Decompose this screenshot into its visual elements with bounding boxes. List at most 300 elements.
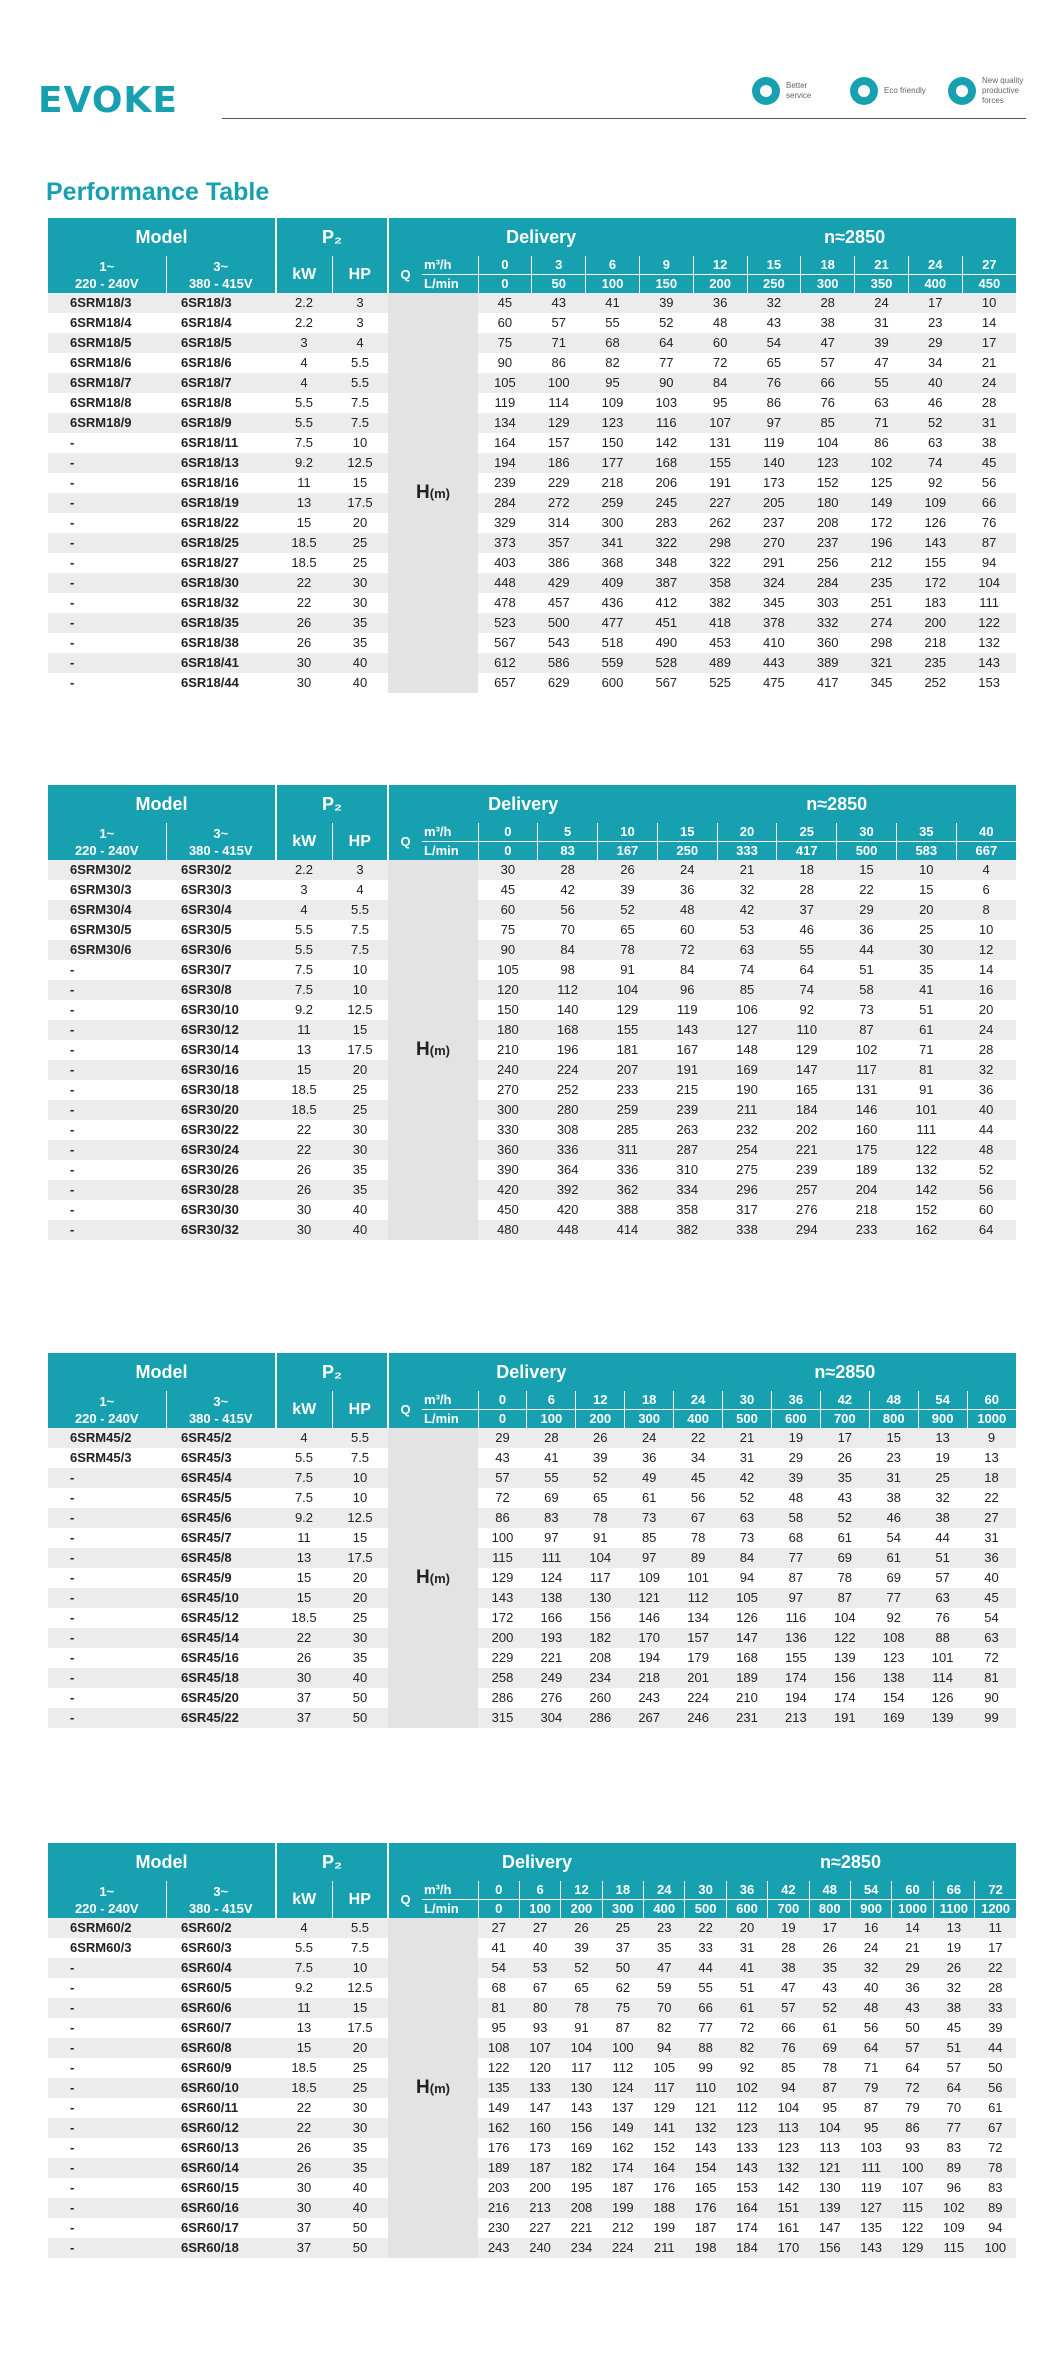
head-value: 136 <box>771 1628 820 1648</box>
head-value: 143 <box>908 533 962 553</box>
unit-m3h: m³/h <box>422 1881 478 1900</box>
kw-value: 37 <box>276 2238 332 2258</box>
head-value: 27 <box>478 1918 519 1938</box>
head-value: 102 <box>837 1040 897 1060</box>
head-value: 87 <box>809 2078 850 2098</box>
kw-value: 13 <box>276 1548 332 1568</box>
head-value: 378 <box>747 613 801 633</box>
single-phase-voltage: 220 - 240V <box>74 1900 139 1916</box>
head-value: 262 <box>693 513 747 533</box>
head-value: 200 <box>478 1628 527 1648</box>
head-value: 60 <box>956 1200 1016 1220</box>
single-phase-model: - <box>48 1548 166 1568</box>
head-value: 52 <box>598 900 658 920</box>
head-value: 19 <box>768 1918 809 1938</box>
head-value: 48 <box>771 1488 820 1508</box>
head-value: 212 <box>602 2218 643 2238</box>
head-value: 72 <box>726 2018 767 2038</box>
head-value: 285 <box>598 1120 658 1140</box>
single-phase-model: - <box>48 1140 166 1160</box>
head-value: 113 <box>809 2138 850 2158</box>
head-value: 150 <box>586 433 640 453</box>
speed-header: n≈2850 <box>685 1843 1016 1881</box>
head-value: 23 <box>644 1918 685 1938</box>
three-phase-label: 3~ <box>213 1393 229 1409</box>
performance-table <box>48 1353 1016 1728</box>
head-value: 102 <box>933 2198 974 2218</box>
kw-header: kW <box>276 1881 332 1918</box>
head-value: 245 <box>639 493 693 513</box>
three-phase-model: 6SR18/4 <box>166 313 276 333</box>
head-value: 212 <box>855 553 909 573</box>
head-value: 130 <box>809 2178 850 2198</box>
head-value: 119 <box>747 433 801 453</box>
head-value: 72 <box>657 940 717 960</box>
head-value: 141 <box>644 2118 685 2138</box>
kw-value: 11 <box>276 473 332 493</box>
head-value: 147 <box>723 1628 772 1648</box>
table-row <box>48 393 1016 413</box>
head-value: 51 <box>933 2038 974 2058</box>
head-value: 112 <box>602 2058 643 2078</box>
hp-value: 25 <box>332 2078 388 2098</box>
head-label <box>388 293 478 693</box>
head-value: 198 <box>685 2238 726 2258</box>
head-value: 386 <box>532 553 586 573</box>
hp-value: 40 <box>332 653 388 673</box>
head-value: 63 <box>908 433 962 453</box>
head-value: 259 <box>598 1100 658 1120</box>
head-value: 36 <box>657 880 717 900</box>
single-phase-model: - <box>48 2198 166 2218</box>
q-m3h-value: 6 <box>519 1881 560 1900</box>
three-phase-voltage: 380 - 415V <box>188 1900 253 1916</box>
hp-value: 10 <box>332 433 388 453</box>
head-value: 21 <box>717 860 777 880</box>
head-value: 56 <box>962 473 1016 493</box>
head-value: 37 <box>602 1938 643 1958</box>
q-lmin-value: 1200 <box>975 1900 1016 1919</box>
head-value: 123 <box>869 1648 918 1668</box>
q-lmin-value: 300 <box>801 275 855 294</box>
head-value: 140 <box>538 1000 598 1020</box>
head-value: 14 <box>956 960 1016 980</box>
head-value: 57 <box>532 313 586 333</box>
head-value: 187 <box>685 2218 726 2238</box>
head-value: 41 <box>726 1958 767 1978</box>
head-value: 164 <box>644 2158 685 2178</box>
head-value: 291 <box>747 553 801 573</box>
q-m3h-value: 42 <box>820 1391 869 1410</box>
head-value: 54 <box>478 1958 519 1978</box>
head-value: 224 <box>602 2238 643 2258</box>
head-value: 276 <box>527 1688 576 1708</box>
q-lmin-value: 300 <box>625 1410 674 1429</box>
q-lmin-value: 50 <box>532 275 586 294</box>
model-header: Model <box>48 218 276 256</box>
head-value: 122 <box>962 613 1016 633</box>
head-value: 169 <box>869 1708 918 1728</box>
single-phase-model: - <box>48 473 166 493</box>
head-value: 18 <box>777 860 837 880</box>
head-value: 152 <box>896 1200 956 1220</box>
q-lmin-value: 83 <box>538 842 598 861</box>
three-phase-model: 6SR45/10 <box>166 1588 276 1608</box>
head-unit: (m) <box>429 485 450 501</box>
hp-value: 12.5 <box>332 1000 388 1020</box>
q-lmin-value: 800 <box>809 1900 850 1919</box>
head-value: 231 <box>723 1708 772 1728</box>
three-phase-model: 6SR18/3 <box>166 293 276 313</box>
head-value: 303 <box>801 593 855 613</box>
head-value: 324 <box>747 573 801 593</box>
head-value: 119 <box>478 393 532 413</box>
single-phase-model: 6SRM45/3 <box>48 1448 166 1468</box>
three-phase-voltage: 380 - 415V <box>188 1410 253 1426</box>
head-value: 125 <box>855 473 909 493</box>
head-value: 358 <box>657 1200 717 1220</box>
head-value: 21 <box>723 1428 772 1448</box>
table-row <box>48 880 1016 900</box>
head-value: 67 <box>674 1508 723 1528</box>
head-value: 56 <box>850 2018 891 2038</box>
head-value: 26 <box>820 1448 869 1468</box>
hp-value: 3 <box>332 293 388 313</box>
head-value: 147 <box>809 2218 850 2238</box>
table-row <box>48 1528 1016 1548</box>
three-phase-model: 6SR30/30 <box>166 1200 276 1220</box>
head-value: 132 <box>768 2158 809 2178</box>
head-value: 123 <box>586 413 640 433</box>
head-value: 161 <box>768 2218 809 2238</box>
head-value: 388 <box>598 1200 658 1220</box>
single-phase-model: - <box>48 1160 166 1180</box>
head-value: 104 <box>561 2038 602 2058</box>
head-value: 143 <box>657 1020 717 1040</box>
head-value: 39 <box>576 1448 625 1468</box>
three-phase-model: 6SR45/9 <box>166 1568 276 1588</box>
head-value: 39 <box>855 333 909 353</box>
head-value: 62 <box>602 1978 643 1998</box>
head-value: 131 <box>693 433 747 453</box>
head-value: 76 <box>962 513 1016 533</box>
table-row <box>48 940 1016 960</box>
head-value: 246 <box>674 1708 723 1728</box>
three-phase-model: 6SR60/10 <box>166 2078 276 2098</box>
head-value: 74 <box>777 980 837 1000</box>
kw-header: kW <box>276 256 332 293</box>
head-value: 218 <box>908 633 962 653</box>
q-lmin-value: 900 <box>918 1410 967 1429</box>
hp-value: 35 <box>332 1160 388 1180</box>
head-value: 177 <box>586 453 640 473</box>
head-value: 157 <box>532 433 586 453</box>
hp-value: 50 <box>332 2218 388 2238</box>
head-value: 86 <box>892 2118 933 2138</box>
delivery-header: Delivery <box>388 218 693 256</box>
head-value: 58 <box>837 980 897 1000</box>
q-lmin-value: 100 <box>527 1410 576 1429</box>
head-value: 130 <box>561 2078 602 2098</box>
head-value: 77 <box>869 1588 918 1608</box>
head-value: 24 <box>850 1938 891 1958</box>
leaf-icon <box>850 77 878 105</box>
hp-value: 30 <box>332 2118 388 2138</box>
kw-value: 4 <box>276 353 332 373</box>
table-row <box>48 1140 1016 1160</box>
head-value: 84 <box>693 373 747 393</box>
hp-value: 40 <box>332 1668 388 1688</box>
hp-value: 40 <box>332 1200 388 1220</box>
head-value: 284 <box>478 493 532 513</box>
head-value: 57 <box>801 353 855 373</box>
head-value: 194 <box>625 1648 674 1668</box>
single-phase-model: 6SRM18/6 <box>48 353 166 373</box>
head-value: 322 <box>693 553 747 573</box>
kw-value: 4 <box>276 900 332 920</box>
head-value: 45 <box>478 880 538 900</box>
three-phase-model: 6SR30/20 <box>166 1100 276 1120</box>
head-value: 78 <box>820 1568 869 1588</box>
table-row <box>48 2158 1016 2178</box>
head-value: 23 <box>869 1448 918 1468</box>
hp-value: 25 <box>332 553 388 573</box>
three-phase-model: 6SR30/16 <box>166 1060 276 1080</box>
hp-value: 10 <box>332 1488 388 1508</box>
kw-value: 18.5 <box>276 553 332 573</box>
three-phase-model: 6SR45/5 <box>166 1488 276 1508</box>
head-value: 45 <box>933 2018 974 2038</box>
kw-value: 30 <box>276 2178 332 2198</box>
performance-table <box>48 1843 1016 2258</box>
page-header <box>0 0 1060 140</box>
head-value: 567 <box>478 633 532 653</box>
head-value: 237 <box>747 513 801 533</box>
head-value: 21 <box>962 353 1016 373</box>
unit-m3h: m³/h <box>422 823 478 842</box>
head-value: 249 <box>527 1668 576 1688</box>
head-value: 368 <box>586 553 640 573</box>
head-value: 358 <box>693 573 747 593</box>
head-value: 77 <box>639 353 693 373</box>
hp-value: 30 <box>332 1140 388 1160</box>
head-value: 61 <box>625 1488 674 1508</box>
head-value: 168 <box>723 1648 772 1668</box>
three-phase-model: 6SR45/20 <box>166 1688 276 1708</box>
head-value: 52 <box>956 1160 1016 1180</box>
head-value: 24 <box>855 293 909 313</box>
kw-value: 4 <box>276 1428 332 1448</box>
delivery-header: Delivery <box>388 785 657 823</box>
single-phase-model: 6SRM18/8 <box>48 393 166 413</box>
head-value: 146 <box>837 1100 897 1120</box>
person-icon <box>752 77 780 105</box>
q-lmin-value: 333 <box>717 842 777 861</box>
single-phase-model: - <box>48 2058 166 2078</box>
head-value: 35 <box>820 1468 869 1488</box>
hp-header: HP <box>332 256 388 293</box>
head-value: 20 <box>956 1000 1016 1020</box>
single-phase-model: - <box>48 433 166 453</box>
head-value: 63 <box>918 1588 967 1608</box>
head-value: 31 <box>726 1938 767 1958</box>
head-value: 270 <box>478 1080 538 1100</box>
hp-value: 5.5 <box>332 373 388 393</box>
three-phase-model: 6SR18/41 <box>166 653 276 673</box>
head-value: 267 <box>625 1708 674 1728</box>
head-value: 100 <box>892 2158 933 2178</box>
badge-eco <box>850 76 928 106</box>
head-value: 116 <box>639 413 693 433</box>
q-m3h-value: 30 <box>837 823 897 842</box>
head-value: 87 <box>850 2098 891 2118</box>
head-value: 73 <box>837 1000 897 1020</box>
head-value: 44 <box>837 940 897 960</box>
head-value: 129 <box>644 2098 685 2118</box>
hp-value: 5.5 <box>332 353 388 373</box>
head-value: 150 <box>478 1000 538 1020</box>
three-phase-model: 6SR18/32 <box>166 593 276 613</box>
head-value: 270 <box>747 533 801 553</box>
kw-value: 22 <box>276 573 332 593</box>
head-value: 31 <box>723 1448 772 1468</box>
head-value: 176 <box>478 2138 519 2158</box>
hp-value: 4 <box>332 880 388 900</box>
head-value: 82 <box>644 2018 685 2038</box>
head-value: 122 <box>478 2058 519 2078</box>
table-row <box>48 353 1016 373</box>
hp-value: 15 <box>332 473 388 493</box>
head-value: 39 <box>975 2018 1016 2038</box>
head-value: 189 <box>478 2158 519 2178</box>
hp-value: 35 <box>332 1648 388 1668</box>
gear-icon <box>948 77 976 105</box>
head-value: 64 <box>850 2038 891 2058</box>
head-value: 28 <box>975 1978 1016 1998</box>
table-row <box>48 2118 1016 2138</box>
table-row <box>48 920 1016 940</box>
hp-value: 50 <box>332 1688 388 1708</box>
single-phase-model: - <box>48 2118 166 2138</box>
head-value: 36 <box>956 1080 1016 1100</box>
head-value: 48 <box>693 313 747 333</box>
table-row <box>48 1020 1016 1040</box>
head-value: 135 <box>478 2078 519 2098</box>
head-value: 28 <box>527 1428 576 1448</box>
table-row <box>48 1488 1016 1508</box>
three-phase-model: 6SR18/9 <box>166 413 276 433</box>
q-m3h-value: 18 <box>602 1881 643 1900</box>
head-value: 96 <box>933 2178 974 2198</box>
head-value: 38 <box>768 1958 809 1978</box>
q-lmin-value: 0 <box>478 1900 519 1919</box>
head-value: 200 <box>908 613 962 633</box>
head-value: 126 <box>908 513 962 533</box>
head-value: 70 <box>538 920 598 940</box>
three-phase-model: 6SR30/6 <box>166 940 276 960</box>
table-row <box>48 2078 1016 2098</box>
badge-service <box>752 76 830 106</box>
head-value: 45 <box>674 1468 723 1488</box>
head-value: 387 <box>639 573 693 593</box>
head-value: 149 <box>602 2118 643 2138</box>
head-value: 233 <box>837 1220 897 1240</box>
head-value: 477 <box>586 613 640 633</box>
head-value: 33 <box>975 1998 1016 2018</box>
table-row <box>48 533 1016 553</box>
head-value: 120 <box>478 980 538 1000</box>
head-value: 417 <box>801 673 855 693</box>
head-value: 420 <box>538 1200 598 1220</box>
three-phase-model: 6SR60/12 <box>166 2118 276 2138</box>
head-value: 33 <box>685 1938 726 1958</box>
table-row <box>48 1220 1016 1240</box>
head-value: 74 <box>908 453 962 473</box>
three-phase-model: 6SR30/22 <box>166 1120 276 1140</box>
head-value: 71 <box>896 1040 956 1060</box>
head-value: 135 <box>850 2218 891 2238</box>
head-value: 298 <box>693 533 747 553</box>
kw-value: 15 <box>276 1568 332 1588</box>
head-value: 612 <box>478 653 532 673</box>
speed-header: n≈2850 <box>693 218 1016 256</box>
head-value: 213 <box>519 2198 560 2218</box>
head-value: 77 <box>771 1548 820 1568</box>
head-value: 26 <box>933 1958 974 1978</box>
head-value: 29 <box>892 1958 933 1978</box>
head-value: 85 <box>801 413 855 433</box>
hp-value: 12.5 <box>332 453 388 473</box>
q-m3h-value: 3 <box>532 256 586 275</box>
head-value: 341 <box>586 533 640 553</box>
head-value: 51 <box>837 960 897 980</box>
head-value: 275 <box>717 1160 777 1180</box>
head-value: 90 <box>478 353 532 373</box>
head-value: 330 <box>478 1120 538 1140</box>
kw-value: 7.5 <box>276 1468 332 1488</box>
table-row <box>48 653 1016 673</box>
hp-value: 35 <box>332 633 388 653</box>
head-value: 155 <box>908 553 962 573</box>
hp-value: 15 <box>332 1528 388 1548</box>
table-row <box>48 573 1016 593</box>
head-value: 104 <box>801 433 855 453</box>
head-value: 31 <box>962 413 1016 433</box>
head-value: 41 <box>527 1448 576 1468</box>
kw-value: 26 <box>276 1160 332 1180</box>
head-value: 475 <box>747 673 801 693</box>
head-value: 167 <box>657 1040 717 1060</box>
head-value: 52 <box>576 1468 625 1488</box>
single-phase-model: 6SRM30/4 <box>48 900 166 920</box>
kw-value: 22 <box>276 2098 332 2118</box>
head-value: 34 <box>908 353 962 373</box>
hp-value: 25 <box>332 533 388 553</box>
head-value: 54 <box>747 333 801 353</box>
head-value: 100 <box>975 2238 1016 2258</box>
head-value: 174 <box>726 2218 767 2238</box>
speed-header: n≈2850 <box>657 785 1016 823</box>
hp-value: 7.5 <box>332 1938 388 1958</box>
head-value: 315 <box>478 1708 527 1728</box>
head-value: 19 <box>918 1448 967 1468</box>
hp-header: HP <box>332 1881 388 1918</box>
head-value: 258 <box>478 1668 527 1688</box>
head-value: 70 <box>644 1998 685 2018</box>
q-m3h-value: 48 <box>809 1881 850 1900</box>
hp-value: 35 <box>332 1180 388 1200</box>
head-value: 208 <box>561 2198 602 2218</box>
